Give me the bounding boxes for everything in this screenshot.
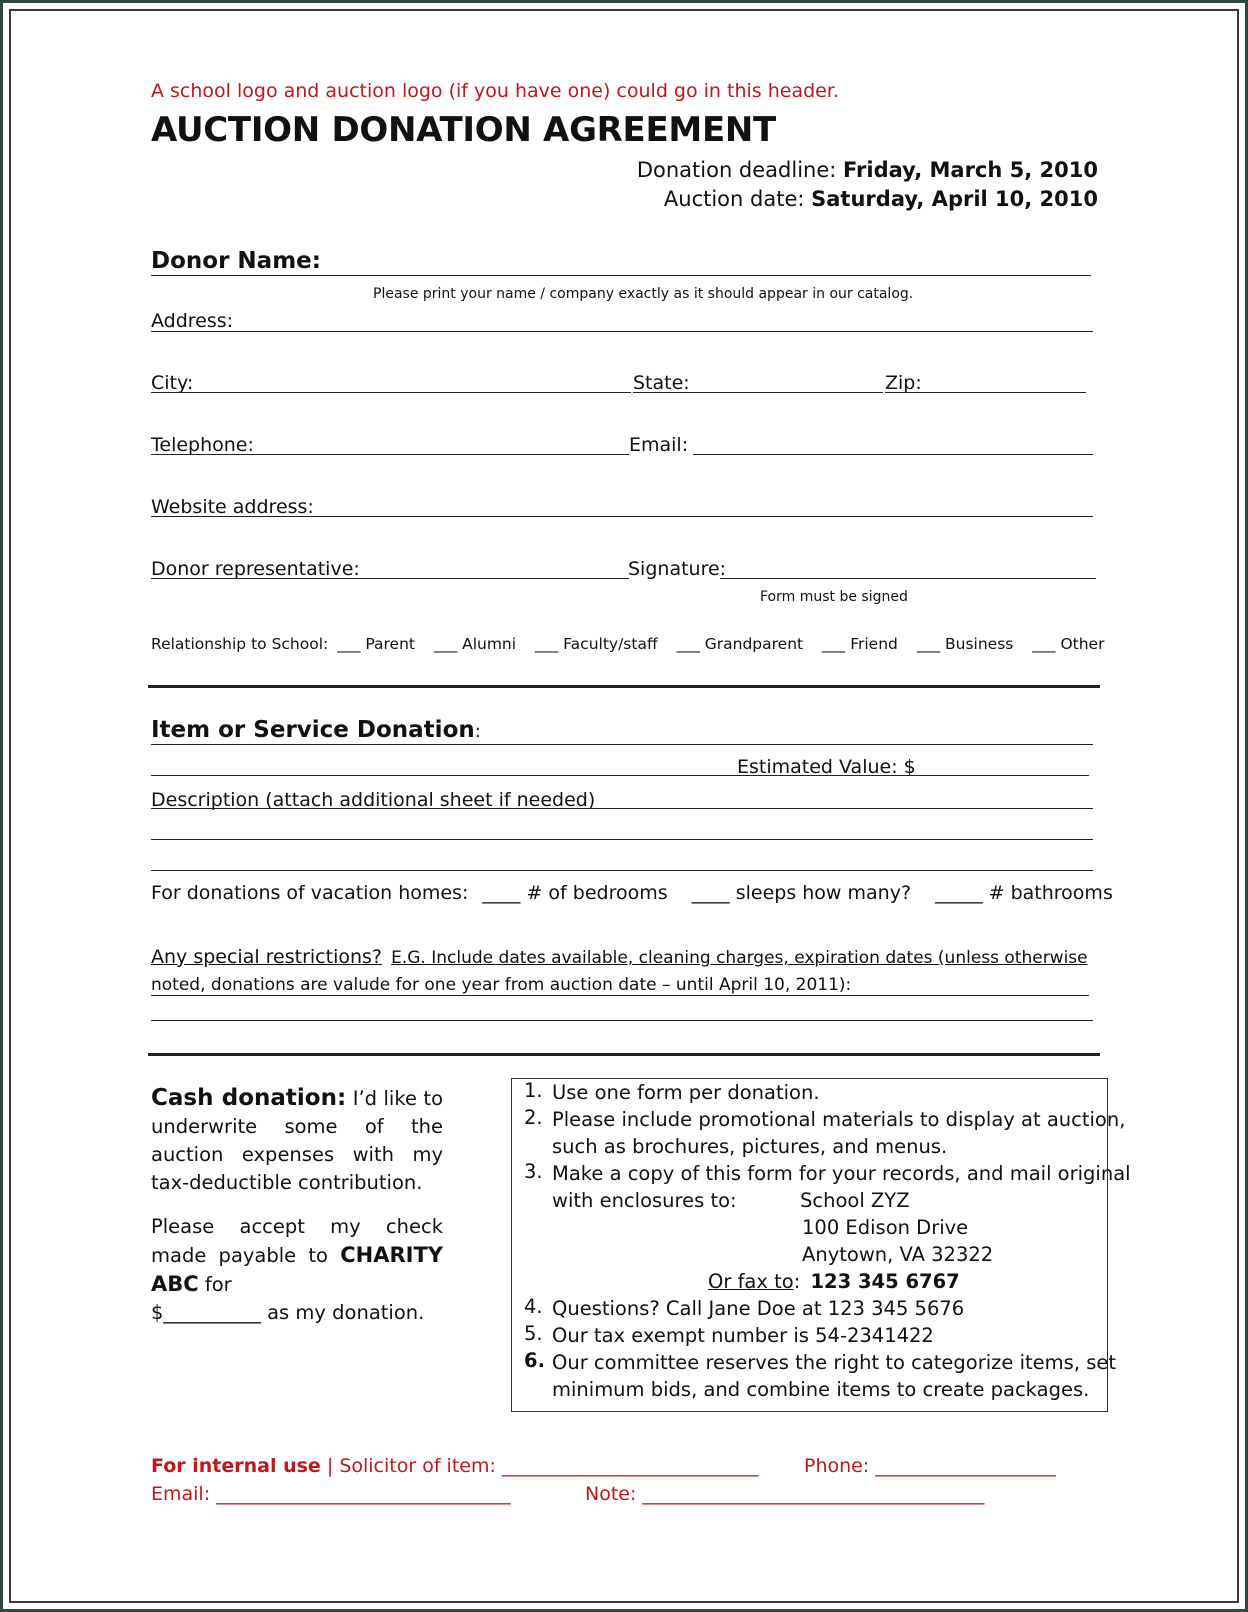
signature-label: Signature: bbox=[628, 558, 727, 580]
relationship-label: Relationship to School: bbox=[151, 635, 329, 653]
instruction-3a: Make a copy of this form for your records, and mail original bbox=[552, 1162, 1131, 1185]
instruction-3b: with enclosures to: bbox=[552, 1189, 737, 1212]
donor-rep-field[interactable] bbox=[151, 578, 629, 579]
address-field[interactable] bbox=[151, 331, 1093, 332]
logo-placeholder-note: A school logo and auction logo (if you have one) could go in this header. bbox=[151, 80, 839, 102]
relationship-grandparent[interactable]: ___ Grandparent bbox=[676, 635, 804, 653]
section-divider-1 bbox=[148, 685, 1100, 688]
internal-phone-field[interactable]: Phone: ___________________ bbox=[804, 1455, 1056, 1477]
relationship-parent[interactable]: ___ Parent bbox=[337, 635, 415, 653]
instruction-5: Our tax exempt number is 54-2341422 bbox=[552, 1324, 934, 1347]
fax-label: Or fax to bbox=[708, 1270, 794, 1293]
instruction-6b: minimum bids, and combine items to create packages. bbox=[552, 1378, 1090, 1401]
fax-line bbox=[708, 1268, 960, 1295]
restrictions-line-1[interactable] bbox=[151, 995, 1089, 996]
signature-field[interactable] bbox=[720, 578, 1096, 579]
donor-name-field[interactable] bbox=[151, 275, 1091, 276]
mail-address-line-2: 100 Edison Drive bbox=[802, 1216, 969, 1239]
instruction-6a: Our committee reserves the right to categorize items, set bbox=[552, 1351, 1117, 1374]
relationship-friend[interactable]: ___ Friend bbox=[822, 635, 898, 653]
fax-colon: : bbox=[793, 1270, 801, 1293]
item-donation-field-2[interactable] bbox=[151, 775, 1089, 776]
section-divider-2 bbox=[148, 1053, 1100, 1056]
cash-donation-section bbox=[151, 1084, 443, 1327]
auction-date-value: Saturday, April 10, 2010 bbox=[811, 187, 1098, 211]
instructions-box bbox=[511, 1078, 1131, 1412]
instruction-number-2: 2. bbox=[524, 1106, 543, 1129]
restrictions-text-1: E.G. Include dates available, cleaning charges, expiration dates (unless otherwise bbox=[391, 948, 1088, 968]
description-line-1[interactable] bbox=[151, 808, 1093, 809]
internal-use-row-1 bbox=[151, 1455, 758, 1477]
instruction-4: Questions? Call Jane Doe at 123 345 5676 bbox=[552, 1297, 965, 1320]
internal-use-label: For internal use bbox=[151, 1455, 321, 1477]
address-label: Address: bbox=[151, 310, 234, 332]
donor-name-hint: Please print your name / company exactly as it should appear in our catalog. bbox=[373, 286, 914, 302]
item-donation-colon: : bbox=[474, 721, 481, 742]
cash-donation-text-2b: for bbox=[204, 1273, 232, 1296]
email-field[interactable] bbox=[693, 454, 1093, 455]
instruction-number-6: 6. bbox=[524, 1349, 545, 1372]
instruction-number-1: 1. bbox=[524, 1079, 543, 1102]
relationship-faculty[interactable]: ___ Faculty/staff bbox=[535, 635, 658, 653]
instruction-2b: such as brochures, pictures, and menus. bbox=[552, 1135, 948, 1158]
telephone-label: Telephone: bbox=[151, 434, 254, 456]
state-field[interactable] bbox=[633, 392, 883, 393]
cash-donation-text-1: I’d like to underwrite some of the auction expenses with my tax-deductible contribution. bbox=[151, 1087, 444, 1194]
donor-name-label: Donor Name: bbox=[151, 248, 321, 274]
instruction-number-5: 5. bbox=[524, 1322, 543, 1345]
deadline-label: Donation deadline: bbox=[636, 158, 837, 182]
donation-deadline bbox=[637, 158, 1098, 182]
city-label: City: bbox=[151, 372, 194, 394]
instruction-number-4: 4. bbox=[524, 1295, 543, 1318]
website-field[interactable] bbox=[151, 516, 1093, 517]
sleeps-field[interactable]: ____ sleeps how many? bbox=[691, 882, 912, 904]
description-line-3[interactable] bbox=[151, 870, 1093, 871]
instruction-2a: Please include promotional materials to display at auction, bbox=[552, 1108, 1126, 1131]
city-field[interactable] bbox=[151, 392, 631, 393]
solicitor-field[interactable]: | Solicitor of item: ___________________________ bbox=[326, 1455, 759, 1477]
mail-address-line-3: Anytown, VA 32322 bbox=[802, 1243, 994, 1266]
bathrooms-field[interactable]: _____ # bathrooms bbox=[935, 882, 1113, 904]
form-title: AUCTION DONATION AGREEMENT bbox=[151, 110, 776, 150]
zip-field[interactable] bbox=[885, 392, 1086, 393]
instruction-1: Use one form per donation. bbox=[552, 1081, 820, 1104]
restrictions-line-2[interactable] bbox=[151, 1020, 1093, 1021]
website-label: Website address: bbox=[151, 496, 314, 518]
vacation-homes-label: For donations of vacation homes: bbox=[151, 882, 469, 904]
relationship-alumni[interactable]: ___ Alumni bbox=[433, 635, 517, 653]
estimated-value-label: Estimated Value: $ bbox=[737, 756, 916, 778]
charity-name: CHARITY ABC bbox=[151, 1243, 444, 1296]
bedrooms-field[interactable]: ____ # of bedrooms bbox=[482, 882, 668, 904]
signature-hint: Form must be signed bbox=[760, 589, 908, 605]
restrictions-text-2: noted, donations are valude for one year from auction date – until April 10, 2011): bbox=[151, 975, 852, 995]
auction-date bbox=[664, 187, 1098, 211]
email-label: Email: bbox=[629, 434, 689, 456]
instruction-number-3: 3. bbox=[524, 1160, 543, 1183]
relationship-row bbox=[151, 635, 1104, 653]
relationship-business[interactable]: ___ Business bbox=[916, 635, 1014, 653]
description-line-2[interactable] bbox=[151, 839, 1093, 840]
relationship-other[interactable]: ___ Other bbox=[1032, 635, 1105, 653]
item-donation-field[interactable] bbox=[151, 744, 1093, 745]
cash-donation-text-2a: Please accept my check made payable to bbox=[151, 1215, 443, 1267]
deadline-value: Friday, March 5, 2010 bbox=[843, 158, 1098, 182]
vacation-homes-row bbox=[151, 882, 1113, 904]
state-label: State: bbox=[633, 372, 690, 394]
restrictions-row-2 bbox=[151, 975, 851, 995]
mail-address-line-1: School ZYZ bbox=[800, 1189, 910, 1212]
cash-amount-field[interactable]: $__________ as my donation. bbox=[151, 1301, 425, 1324]
internal-note-field[interactable]: Note: ____________________________________ bbox=[585, 1483, 985, 1505]
restrictions-row-1 bbox=[151, 946, 1088, 968]
donor-rep-label: Donor representative: bbox=[151, 558, 360, 580]
restrictions-label: Any special restrictions? bbox=[151, 946, 383, 968]
fax-number: 123 345 6767 bbox=[810, 1270, 960, 1293]
auction-date-label: Auction date: bbox=[663, 187, 805, 211]
telephone-field[interactable] bbox=[151, 454, 629, 455]
internal-email-field[interactable]: Email: _______________________________ bbox=[151, 1483, 511, 1505]
description-label: Description (attach additional sheet if needed) bbox=[151, 789, 596, 811]
zip-label: Zip: bbox=[885, 372, 922, 394]
item-donation-heading bbox=[151, 717, 481, 743]
item-donation-title: Item or Service Donation bbox=[151, 717, 475, 743]
cash-donation-title: Cash donation: bbox=[151, 1085, 347, 1111]
